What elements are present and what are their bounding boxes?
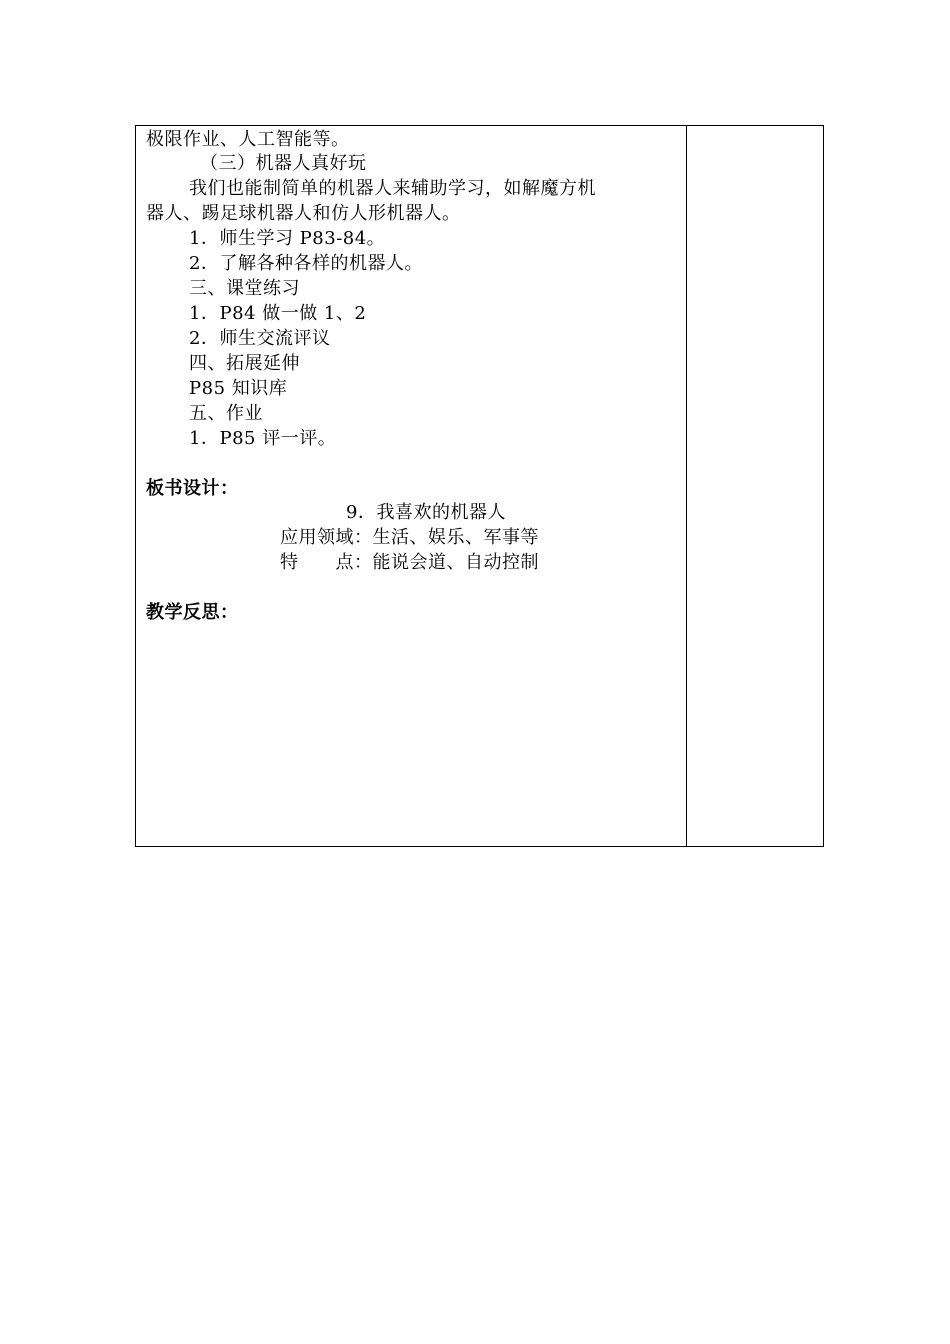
lesson-plan-table: [135, 125, 824, 847]
board-design-label: 特 点：: [280, 552, 373, 573]
text-line: P85 知识库: [189, 378, 288, 399]
text-line: 器人、踢足球机器人和仿人形机器人。: [146, 203, 461, 224]
list-item: 2．师生交流评议: [189, 328, 331, 349]
board-design-heading: 板书设计：: [146, 478, 239, 499]
text-line: 极限作业、人工智能等。: [146, 129, 350, 150]
list-item: 2．了解各种各样的机器人。: [189, 253, 423, 274]
board-design-line: [280, 550, 539, 575]
section-heading: （三）机器人真好玩: [200, 153, 367, 174]
board-design-line: 应用领域：生活、娱乐、军事等: [280, 527, 539, 548]
text-line: 我们也能制简单的机器人来辅助学习，如解魔方机: [189, 178, 596, 199]
board-design-value: 能说会道、自动控制: [372, 552, 539, 573]
notes-cell: [687, 126, 823, 846]
section-heading: 三、课堂练习: [189, 278, 300, 299]
list-item: 1．师生学习 P83-84。: [189, 228, 386, 249]
list-item: 1．P85 评一评。: [189, 428, 337, 449]
section-heading: 五、作业: [189, 403, 263, 424]
list-item: 1．P84 做一做 1、2: [189, 303, 367, 324]
reflection-heading: 教学反思：: [146, 602, 239, 623]
board-design-title: 9．我喜欢的机器人: [346, 502, 506, 523]
lesson-content-cell: [146, 126, 681, 846]
section-heading: 四、拓展延伸: [189, 353, 300, 374]
